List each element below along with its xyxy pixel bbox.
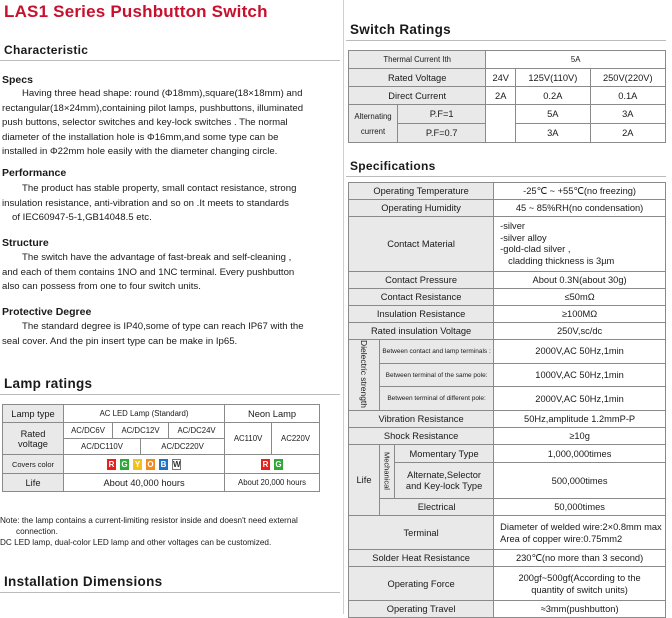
table-row <box>349 200 666 217</box>
table-row <box>349 51 666 69</box>
lamp-ratings-table <box>2 404 320 492</box>
momentary-value: 1,000,000times <box>494 445 666 463</box>
pf1-label: P.F=1 <box>398 105 486 124</box>
travel-label: Operating Travel <box>349 601 494 618</box>
note-line: connection. <box>16 527 58 536</box>
protective-line: seal cover. And the pin insert type can be make in Ip65. <box>2 335 238 347</box>
current-cell: 3A <box>590 105 665 124</box>
lamp-ratings-heading: Lamp ratings <box>4 376 93 391</box>
current-cell: 0.1A <box>590 87 665 105</box>
contact-resistance-label: Contact Resistance <box>349 289 494 306</box>
dielectric-label-text: Dielectric strength <box>359 340 369 409</box>
material-line: -silver <box>500 221 525 231</box>
force-line: 200gf~500gf(According to the <box>518 572 641 583</box>
performance-subtitle: Performance <box>2 167 67 179</box>
voltage-cell: 250V(220V) <box>590 69 665 87</box>
structure-line: and each of them contains 1NO and 1NC terminal. Every pushbutton <box>2 266 295 278</box>
performance-line: The product has stable property, small contact resistance, strong <box>22 183 297 194</box>
voltage-cell: 24V <box>486 69 516 87</box>
structure-subtitle: Structure <box>2 237 49 249</box>
specs-line: Having three head shape: round (Φ18mm),square(18×18mm) and <box>22 88 303 99</box>
switch-ratings-heading: Switch Ratings <box>350 22 451 37</box>
page-title: LAS1 Series Pushbutton Switch <box>4 2 268 21</box>
color-swatch-green: G <box>275 459 282 469</box>
dielectric-label <box>349 340 380 411</box>
note-line: Note: the lamp contains a current-limiting resistor inside and doesn't need external <box>0 516 298 525</box>
voltage-cell: 125V(110V) <box>516 69 590 87</box>
shock-value: ≥10g <box>494 428 666 445</box>
structure-line: also can possess from one to four switch units. <box>2 281 201 292</box>
force-line: quantity of switch units) <box>531 584 628 595</box>
ac-led-label: AC LED Lamp (Standard) <box>64 405 225 423</box>
momentary-label: Momentary Type <box>395 445 494 463</box>
alternate-label-line: Alternate,Selector <box>407 469 482 480</box>
voltage-cell: AC110V <box>225 423 272 455</box>
table-row <box>349 306 666 323</box>
table-row <box>349 340 666 364</box>
table-row <box>349 289 666 306</box>
contact-resistance-value: ≤50mΩ <box>494 289 666 306</box>
alternate-value: 500,000times <box>494 463 666 499</box>
electrical-label: Electrical <box>380 499 494 516</box>
protective-line: The standard degree is IP40,some of type can reach IP67 with the <box>22 321 304 332</box>
terminal-value <box>494 516 666 550</box>
column-divider <box>343 0 344 614</box>
thermal-value: 5A <box>486 51 666 69</box>
right-column <box>346 0 672 614</box>
op-temp-value: -25℃ ~ +55℃(no freezing) <box>494 183 666 200</box>
table-row <box>349 363 666 387</box>
op-temp-label: Operating Temperature <box>349 183 494 200</box>
specifications-table <box>348 182 666 618</box>
alternate-label <box>395 463 494 499</box>
covers-color-label: Covers color <box>3 455 64 474</box>
contact-material-value <box>494 217 666 272</box>
table-row <box>3 423 320 439</box>
force-value <box>494 567 666 601</box>
specs-line: push buttons, selector switches and key-lock switches . The normal <box>2 117 288 128</box>
switch-ratings-table <box>348 50 666 143</box>
specifications-header <box>346 156 666 177</box>
contact-material-label: Contact Material <box>349 217 494 272</box>
table-row <box>349 323 666 340</box>
switch-ratings-header <box>346 20 666 41</box>
terminal-line: Diameter of welded wire:2×0.8mm max <box>500 521 662 532</box>
dielectric-row-value: 2000V,AC 50Hz,1min <box>494 387 666 411</box>
performance-line: insulation resistance, anti-vibration and so on .It meets to standards <box>2 197 289 209</box>
led-color-swatches <box>64 455 225 474</box>
vibration-value: 50Hz,amplitude 1.2mmP-P <box>494 411 666 428</box>
dielectric-row-label: Between contact and lamp terminals : <box>380 340 494 364</box>
alternating-current-label <box>349 105 398 143</box>
direct-current-label: Direct Current <box>349 87 486 105</box>
lamp-notes <box>0 515 340 548</box>
travel-value: ≈3mm(pushbutton) <box>494 601 666 618</box>
table-row <box>349 87 666 105</box>
voltage-cell: AC/DC220V <box>141 439 225 455</box>
alt-label-line: current <box>360 126 386 136</box>
lamp-type-label: Lamp type <box>3 405 64 423</box>
terminal-label: Terminal <box>349 516 494 550</box>
color-swatch-red: R <box>108 459 115 469</box>
dielectric-row-label: Between terminal of different pole: <box>380 387 494 411</box>
material-line: -gold-clad silver , <box>500 244 571 254</box>
specs-subtitle: Specs <box>2 74 33 86</box>
thermal-label: Thermal Current Ith <box>349 51 486 69</box>
rated-insulation-value: 250V,sc/dc <box>494 323 666 340</box>
vibration-label: Vibration Resistance <box>349 411 494 428</box>
table-row <box>349 387 666 411</box>
protective-subtitle: Protective Degree <box>2 306 92 318</box>
pf07-label: P.F=0.7 <box>398 124 486 143</box>
insulation-resistance-value: ≥100MΩ <box>494 306 666 323</box>
material-line: -silver alloy <box>500 232 547 243</box>
voltage-cell: AC/DC6V <box>64 423 113 439</box>
table-row <box>349 272 666 289</box>
specifications-heading: Specifications <box>350 159 436 173</box>
lamp-ratings-header <box>0 374 340 395</box>
solder-label: Solder Heat Resistance <box>349 550 494 567</box>
performance-line: of IEC60947-5-1,GB14048.5 etc. <box>12 212 152 223</box>
characteristic-header <box>0 40 340 61</box>
rated-voltage-label: Rated Voltage <box>349 69 486 87</box>
structure-line: The switch have the advantage of fast-break and self-cleaning , <box>22 252 292 263</box>
contact-pressure-label: Contact Pressure <box>349 272 494 289</box>
table-row <box>349 105 666 124</box>
color-swatch-white: W <box>173 459 181 469</box>
neon-life-value: About 20,000 hours <box>225 474 320 492</box>
contact-pressure-value: About 0.3N(about 30g) <box>494 272 666 289</box>
installation-heading: Installation Dimensions <box>4 574 163 589</box>
alt-label-line: Alternating <box>354 111 392 121</box>
terminal-line: Area of copper wire:0.75mm2 <box>500 533 623 544</box>
table-row <box>349 499 666 516</box>
insulation-resistance-label: Insulation Resistance <box>349 306 494 323</box>
voltage-cell: AC/DC110V <box>64 439 141 455</box>
specs-line: rectangular(18×24mm),containing pilot lamps, pushbuttons, illuminated <box>2 102 304 114</box>
note-line: DC LED lamp, dual-color LED lamp and other voltages can be customized. <box>0 538 272 547</box>
current-cell: 2A <box>590 124 665 143</box>
current-cell: 2A <box>486 87 516 105</box>
rated-insulation-label: Rated insulation Voltage <box>349 323 494 340</box>
specs-text <box>2 87 338 160</box>
humidity-label: Operating Humidity <box>349 200 494 217</box>
dielectric-row-value: 1000V,AC 50Hz,1min <box>494 363 666 387</box>
current-cell: 5A <box>516 105 590 124</box>
shock-label: Shock Resistance <box>349 428 494 445</box>
protective-text <box>2 320 338 349</box>
color-swatch-orange: O <box>147 459 154 469</box>
dielectric-row-label: Between terminal of the same pole: <box>380 363 494 387</box>
table-row <box>349 567 666 601</box>
table-row <box>3 474 320 492</box>
electrical-value: 50,000times <box>494 499 666 516</box>
voltage-cell: AC220V <box>272 423 320 455</box>
specs-line: diameter of the installation hole is Φ16mm,and some type can be <box>2 131 279 143</box>
table-row <box>349 550 666 567</box>
humidity-value: 45 ~ 85%RH(no condensation) <box>494 200 666 217</box>
led-life-value: About 40,000 hours <box>64 474 225 492</box>
table-row <box>3 455 320 474</box>
specs-line: installed in Φ22mm hole easily with the diameter changing circle. <box>2 146 278 157</box>
performance-text <box>2 182 338 226</box>
table-row <box>349 516 666 550</box>
table-row <box>349 69 666 87</box>
table-row <box>349 601 666 618</box>
mechanical-label-text: Mechanical <box>382 451 392 490</box>
rated-voltage-label: Rated voltage <box>3 423 64 455</box>
table-row <box>349 445 666 463</box>
material-line: cladding thickness is 3µm <box>508 255 615 266</box>
voltage-cell: AC/DC12V <box>113 423 169 439</box>
solder-value: 230℃(no more than 3 second) <box>494 550 666 567</box>
force-label: Operating Force <box>349 567 494 601</box>
table-row <box>349 183 666 200</box>
structure-text <box>2 251 338 295</box>
table-row <box>349 217 666 272</box>
neon-label: Neon Lamp <box>225 405 320 423</box>
color-swatch-green: G <box>121 459 128 469</box>
color-swatch-blue: B <box>160 459 167 469</box>
table-row <box>349 428 666 445</box>
life-label: Life <box>3 474 64 492</box>
characteristic-heading: Characteristic <box>4 43 89 57</box>
neon-color-swatches <box>225 455 320 474</box>
current-cell: 0.2A <box>516 87 590 105</box>
table-row <box>349 463 666 499</box>
installation-header <box>0 572 340 593</box>
color-swatch-red: R <box>262 459 269 469</box>
current-cell: 3A <box>516 124 590 143</box>
current-cell <box>486 105 516 124</box>
mechanical-label <box>380 445 395 499</box>
voltage-cell: AC/DC24V <box>169 423 225 439</box>
alternate-label-line: and Key-lock Type <box>405 480 483 491</box>
current-cell <box>486 124 516 143</box>
dielectric-row-value: 2000V,AC 50Hz,1min <box>494 340 666 364</box>
table-row <box>3 405 320 423</box>
color-swatch-yellow: Y <box>134 459 141 469</box>
table-row <box>349 411 666 428</box>
life-label: Life <box>349 445 380 516</box>
